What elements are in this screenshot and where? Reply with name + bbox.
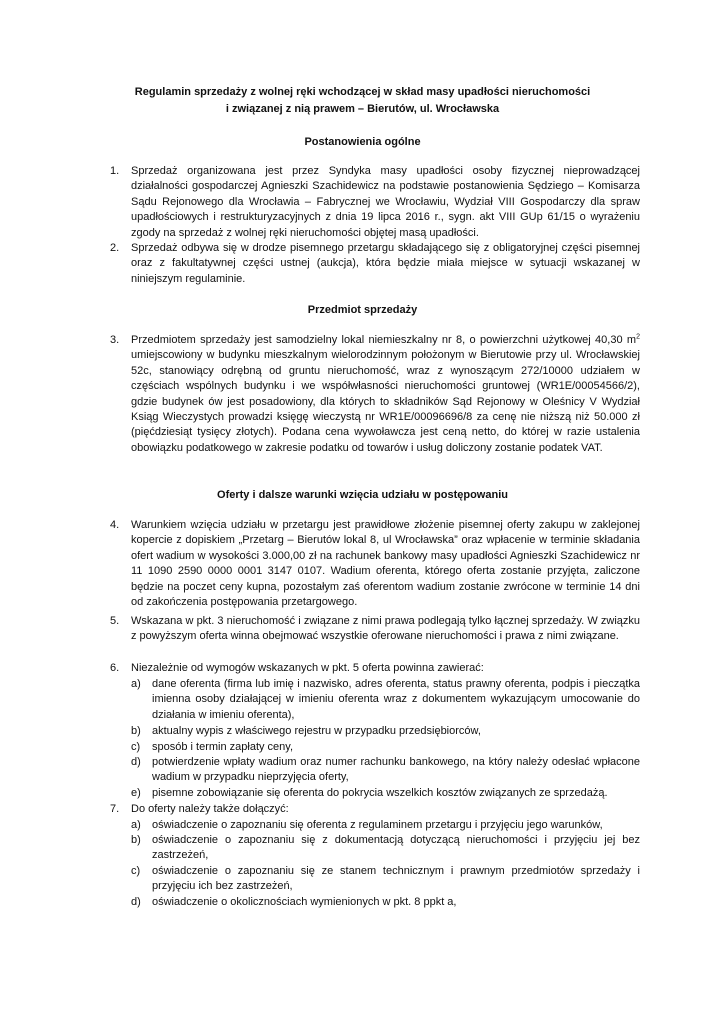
- paragraph-6: [110, 661, 640, 676]
- list-item-text: sposób i termin zapłaty ceny,: [152, 741, 294, 753]
- list-item-letter: d): [131, 756, 141, 768]
- paragraph-number: 7.: [110, 803, 120, 815]
- list-item-text: oświadczenie o zapoznaniu się ze stanem technicznym i prawnym przedmiotów sprzedaży i przyjęciu ich bez zastrzeżeń,: [152, 865, 640, 893]
- list-item-6a: [131, 677, 640, 723]
- paragraph-number: 5.: [110, 615, 120, 627]
- list-item-text: oświadczenie o zapoznaniu się oferenta z regulaminem przetargu i przyjęciu jego warunków,: [152, 819, 603, 831]
- paragraph-1: [110, 164, 640, 241]
- list-item-letter: d): [131, 896, 141, 908]
- paragraph-text: Do oferty należy także dołączyć:: [131, 803, 289, 815]
- paragraph-text: Sprzedaż organizowana jest przez Syndyka masy upadłości osoby fizycznej nieprowadzącej działalności gospodarczej Agnieszki Szachidewicz na podstawie postanowienia Sędziego – Komisarza Sądu Rejonowego dla Wrocławia – Fabrycznej we Wrocławiu, Wydział VIII Gospodarczy dla spraw upadłościowych i restrukturyzacyjnych z dnia 19 lipca 2016 r., sygn. akt VIII GUp 61/15 o wyrażeniu zgody na sprzedaż z wolnej ręki nieruchomości objętej masą upadłości.: [131, 165, 640, 239]
- list-item-text: dane oferenta (firma lub imię i nazwisko, adres oferenta, status prawny oferenta, podpis i pieczątka imienna osoby działającej w imieniu oferenta wraz z dokumentem wykazującym umocowanie do działania w imieniu oferenta),: [152, 678, 640, 721]
- paragraph-7: [110, 802, 640, 817]
- paragraph-text: Niezależnie od wymogów wskazanych w pkt. 5 oferta powinna zawierać:: [131, 662, 484, 674]
- paragraph-number: 1.: [110, 165, 120, 177]
- list-item-7c: [131, 864, 640, 895]
- section-heading-general: Postanowienia ogólne: [304, 136, 421, 148]
- section-heading-offers: Oferty i dalsze warunki wzięcia udziału w postępowaniu: [217, 489, 508, 501]
- list-item-text: pisemne zobowiązanie się oferenta do pokrycia wszelkich kosztów związanych ze sprzedażą.: [152, 787, 608, 799]
- list-item-letter: c): [131, 741, 141, 753]
- paragraph-number: 6.: [110, 662, 120, 674]
- list-item-letter: e): [131, 787, 141, 799]
- paragraph-text-part-a: Przedmiotem sprzedaży jest samodzielny lokal niemieszkalny nr 8, o powierzchni użytkowej 40,30 m: [131, 334, 637, 346]
- list-item-7a: [131, 818, 640, 833]
- list-item-letter: b): [131, 725, 141, 737]
- title-line-2: i związanej z nią prawem – Bierutów, ul. Wrocławska: [225, 103, 500, 115]
- superscript: 2: [636, 333, 640, 341]
- section-heading-subject: Przedmiot sprzedaży: [307, 304, 418, 316]
- list-item-6d: [131, 755, 640, 786]
- list-item-6c: [131, 740, 640, 755]
- list-item-text: aktualny wypis z właściwego rejestru w przypadku przedsiębiorców,: [152, 725, 481, 737]
- paragraph-number: 4.: [110, 519, 120, 531]
- paragraph-text-part-b: umiejscowiony w budynku mieszkalnym wielorodzinnym położonym w Bierutowie przy ul. Wrocławskiej 52c, stanowiący odrębną od gruntu nieruchomość, wraz z wynoszącym 272/10000 udziałem w częściach wspólnych budynku i we współwłasności nieruchomości gruntowej (WR1E/00054566/2), gdzie budynek ów jest posadowiony, dla których to składników Sąd Rejonowy w Oleśnicy V Wydział Ksiąg Wieczystych prowadzi księgę wieczystą nr WR1E/00096696/8 za cenę nie niższą niż 50.000 zł (pięćdziesiąt tysięcy złotych). Podana cena wywoławcza jest ceną netto, do której w razie ustalenia obowiązku podatkowego w zakresie podatku od towarów i usług doliczony zostanie podatek VAT.: [131, 349, 640, 454]
- document-title: [0, 84, 725, 118]
- list-item-text: potwierdzenie wpłaty wadium oraz numer rachunku bankowego, na który należy odesłać wpłacone wadium w przypadku nieprzyjęcia oferty,: [152, 756, 640, 784]
- list-item-letter: a): [131, 678, 141, 690]
- paragraph-text: Wskazana w pkt. 3 nieruchomość i związane z nimi prawa podlegają tylko łącznej sprzedaży. W związku z powyższym oferta winna obejmować wszystkie oferowane nieruchomości i prawa z nimi związane.: [131, 615, 640, 643]
- paragraph-5: [110, 614, 640, 645]
- list-item-6e: [131, 786, 640, 801]
- list-item-6b: [131, 724, 640, 739]
- list-item-text: oświadczenie o zapoznaniu się z dokumentacją dotyczącą nieruchomości i przyjęciu jej bez zastrzeżeń,: [152, 834, 640, 862]
- list-item-letter: b): [131, 834, 141, 846]
- paragraph-number: 2.: [110, 242, 120, 254]
- paragraph-text: Warunkiem wzięcia udziału w przetargu jest prawidłowe złożenie pisemnej oferty zakupu w zaklejonej kopercie z dopiskiem „Przetarg – Bierutów lokal 8, ul Wrocławska” oraz wpłacenie w terminie składania ofert wadium w wysokości 3.000,00 zł na rachunek bankowy masy upadłości Agnieszki Szachidewicz nr 11 1090 2590 0000 0001 3147 0107. Wadium oferenta, którego oferta zostanie przyjęta, zaliczone będzie na poczet ceny kupna, pozostałym zaś oferentom wadium zostanie zwrócone w terminie 14 dni od zakończenia postępowania przetargowego.: [131, 519, 640, 609]
- list-item-letter: c): [131, 865, 141, 877]
- paragraph-text: Sprzedaż odbywa się w drodze pisemnego przetargu składającego się z obligatoryjnej części pisemnej oraz z fakultatywnej części ustnej (aukcja), która będzie miała miejsce w sytuacji wskazanej w niniejszym regulaminie.: [131, 242, 640, 285]
- title-line-1: Regulamin sprzedaży z wolnej ręki wchodzącej w skład masy upadłości nieruchomości: [134, 86, 591, 98]
- paragraph-number: 3.: [110, 334, 120, 346]
- list-item-7d: [131, 895, 640, 910]
- list-item-letter: a): [131, 819, 141, 831]
- paragraph-2: [110, 241, 640, 287]
- paragraph-4: [110, 518, 640, 610]
- paragraph-3: [110, 333, 640, 456]
- list-item-text: oświadczenie o okolicznościach wymienionych w pkt. 8 ppkt a,: [152, 896, 457, 908]
- list-item-7b: [131, 833, 640, 864]
- paragraph-text: [131, 333, 640, 456]
